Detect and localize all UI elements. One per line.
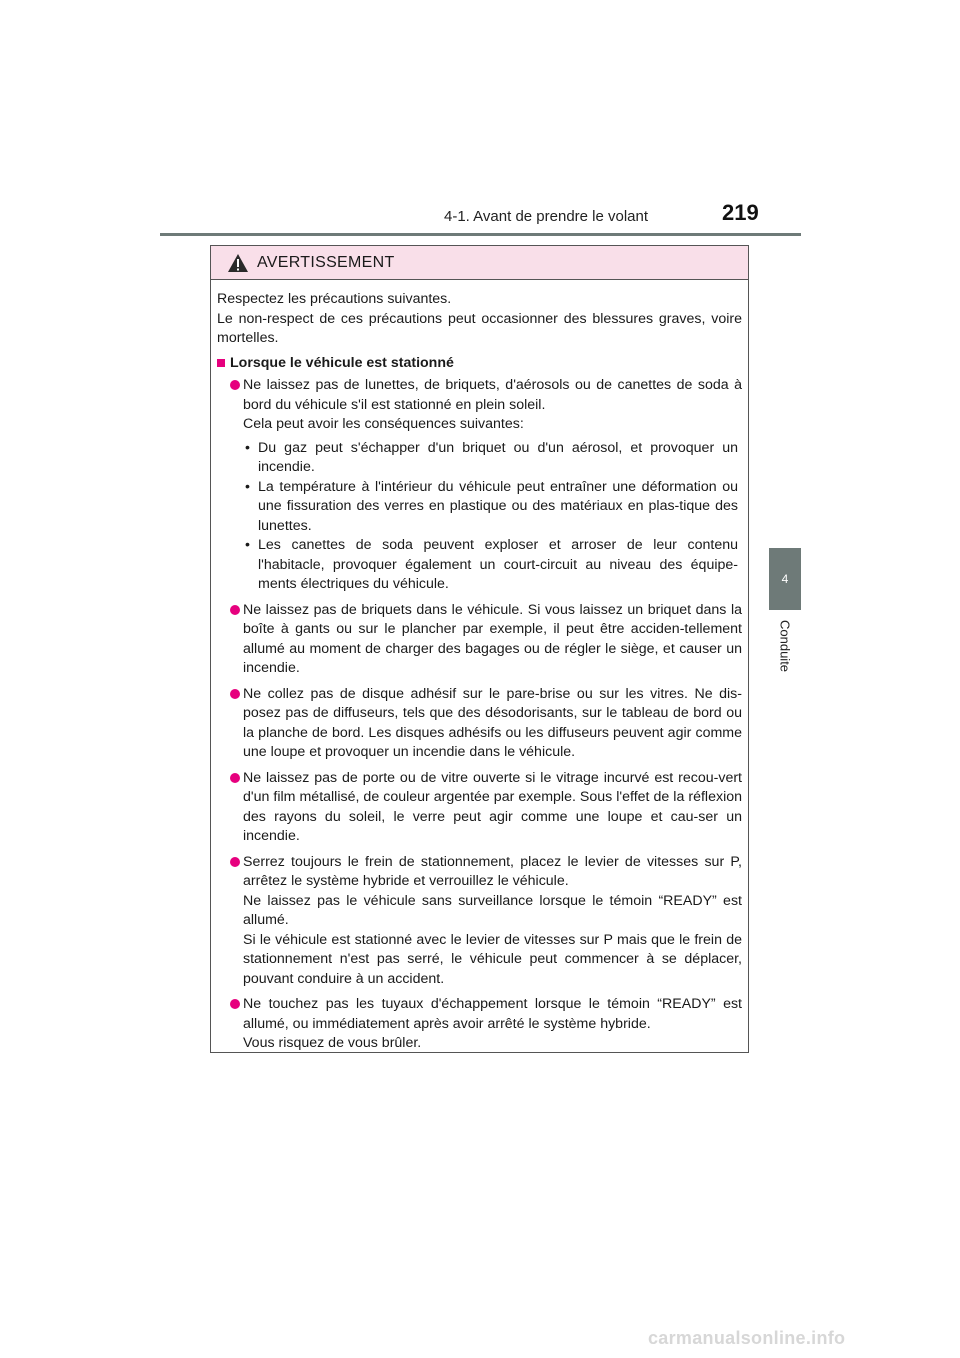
sub-list-item: • Du gaz peut s'échapper d'un briquet ou d'un aérosol, et provoquer un incendie.: [243, 439, 738, 478]
bullet-item: [217, 995, 742, 1054]
warning-triangle-icon: [227, 253, 249, 273]
circle-bullet-icon: [230, 857, 240, 867]
warning-box: [210, 245, 749, 1053]
intro-line: Le non-respect de ces précautions peut occasionner des blessures graves, voire mortelles.: [217, 310, 742, 346]
square-bullet-icon: [217, 359, 225, 367]
sub-list: [243, 439, 742, 595]
circle-bullet-icon: [230, 999, 240, 1009]
chapter-label: Conduite: [777, 620, 793, 673]
bullet-item: [217, 601, 742, 679]
chapter-number: 4: [781, 572, 789, 586]
bullet-text: Cela peut avoir les conséquences suivantes:: [243, 416, 524, 432]
bullet-item: [217, 376, 742, 595]
bullet-text: Serrez toujours le frein de stationnement, placez le levier de vitesses sur P, arrêtez le système hybride et verrouillez le véhicule.: [243, 853, 742, 889]
subheading-text: Lorsque le véhicule est stationné: [230, 354, 454, 371]
bullet-text: Vous risquez de vous brûler.: [243, 1035, 422, 1051]
circle-bullet-icon: [230, 380, 240, 390]
circle-bullet-icon: [230, 773, 240, 783]
watermark: carmanualsonline.info: [648, 1328, 846, 1348]
page-number: 219: [722, 200, 759, 225]
bullet-text: Si le véhicule est stationné avec le levier de vitesses sur P mais que le frein de stationnement n'est pas serré, le véhicule peut commencer à se déplacer, pouvant conduire à un accident.: [243, 931, 742, 987]
intro-line: Respectez les précautions suivantes.: [217, 291, 452, 307]
bullet-text: Ne laissez pas de porte ou de vitre ouverte si le vitrage incurvé est recou-vert d'un film métallisé, de couleur argentée par exemple. Sous l'effet de la réflexion des rayons du soleil, le verre peut agir comme une loupe et cau-ser un incendie.: [243, 769, 742, 844]
warning-body: [211, 280, 748, 1054]
bullet-text: Ne touchez pas les tuyaux d'échappement lorsque le témoin “READY” est allumé, ou immédiatement après avoir arrêté le système hybride.: [243, 996, 742, 1032]
bullet-item: [217, 685, 742, 763]
bullet-item: [217, 853, 742, 990]
circle-bullet-icon: [230, 689, 240, 699]
warning-intro: [217, 290, 742, 349]
chapter-tab[interactable]: [769, 548, 801, 610]
bullet-text: Ne laissez pas de lunettes, de briquets, d'aérosols ou de canettes de soda à bord du véhicule s'il est stationné en plein soleil.: [243, 377, 742, 413]
subheading: [217, 354, 742, 374]
warning-header: [211, 246, 748, 280]
bullet-text: Ne laissez pas de briquets dans le véhicule. Si vous laissez un briquet dans la boîte à gants ou sur le plancher par exemple, il peut être acciden-tellement allumé au moment de charger des bagages ou de régler le siège, et causer un incendie.: [243, 601, 742, 676]
bullet-item: [217, 769, 742, 847]
warning-title: AVERTISSEMENT: [257, 253, 395, 271]
bullet-text: Ne laissez pas le véhicule sans surveillance lorsque le témoin “READY” est allumé.: [243, 892, 742, 928]
header-rule: [160, 233, 801, 236]
section-title: 4-1. Avant de prendre le volant: [444, 208, 649, 225]
bullet-text: Ne collez pas de disque adhésif sur le pare-brise ou sur les vitres. Ne dis-posez pas de diffuseurs, tels que des désodorisants, sur le tableau de bord ou la planche de bord. Les disques adhésifs ou les diffuseurs peuvent agir comme une loupe et provoquer un incendie dans le véhicule.: [243, 685, 742, 760]
sub-list-item: • Les canettes de soda peuvent exploser et arroser de leur contenu l'habitacle, provoquer également un court-circuit au niveau des équipe-ments électriques du véhicule.: [243, 536, 738, 595]
sub-list-item: • La température à l'intérieur du véhicule peut entraîner une déformation ou une fissuration des verres en plastique ou des matériaux en plas-tique des lunettes.: [243, 478, 738, 537]
circle-bullet-icon: [230, 605, 240, 615]
